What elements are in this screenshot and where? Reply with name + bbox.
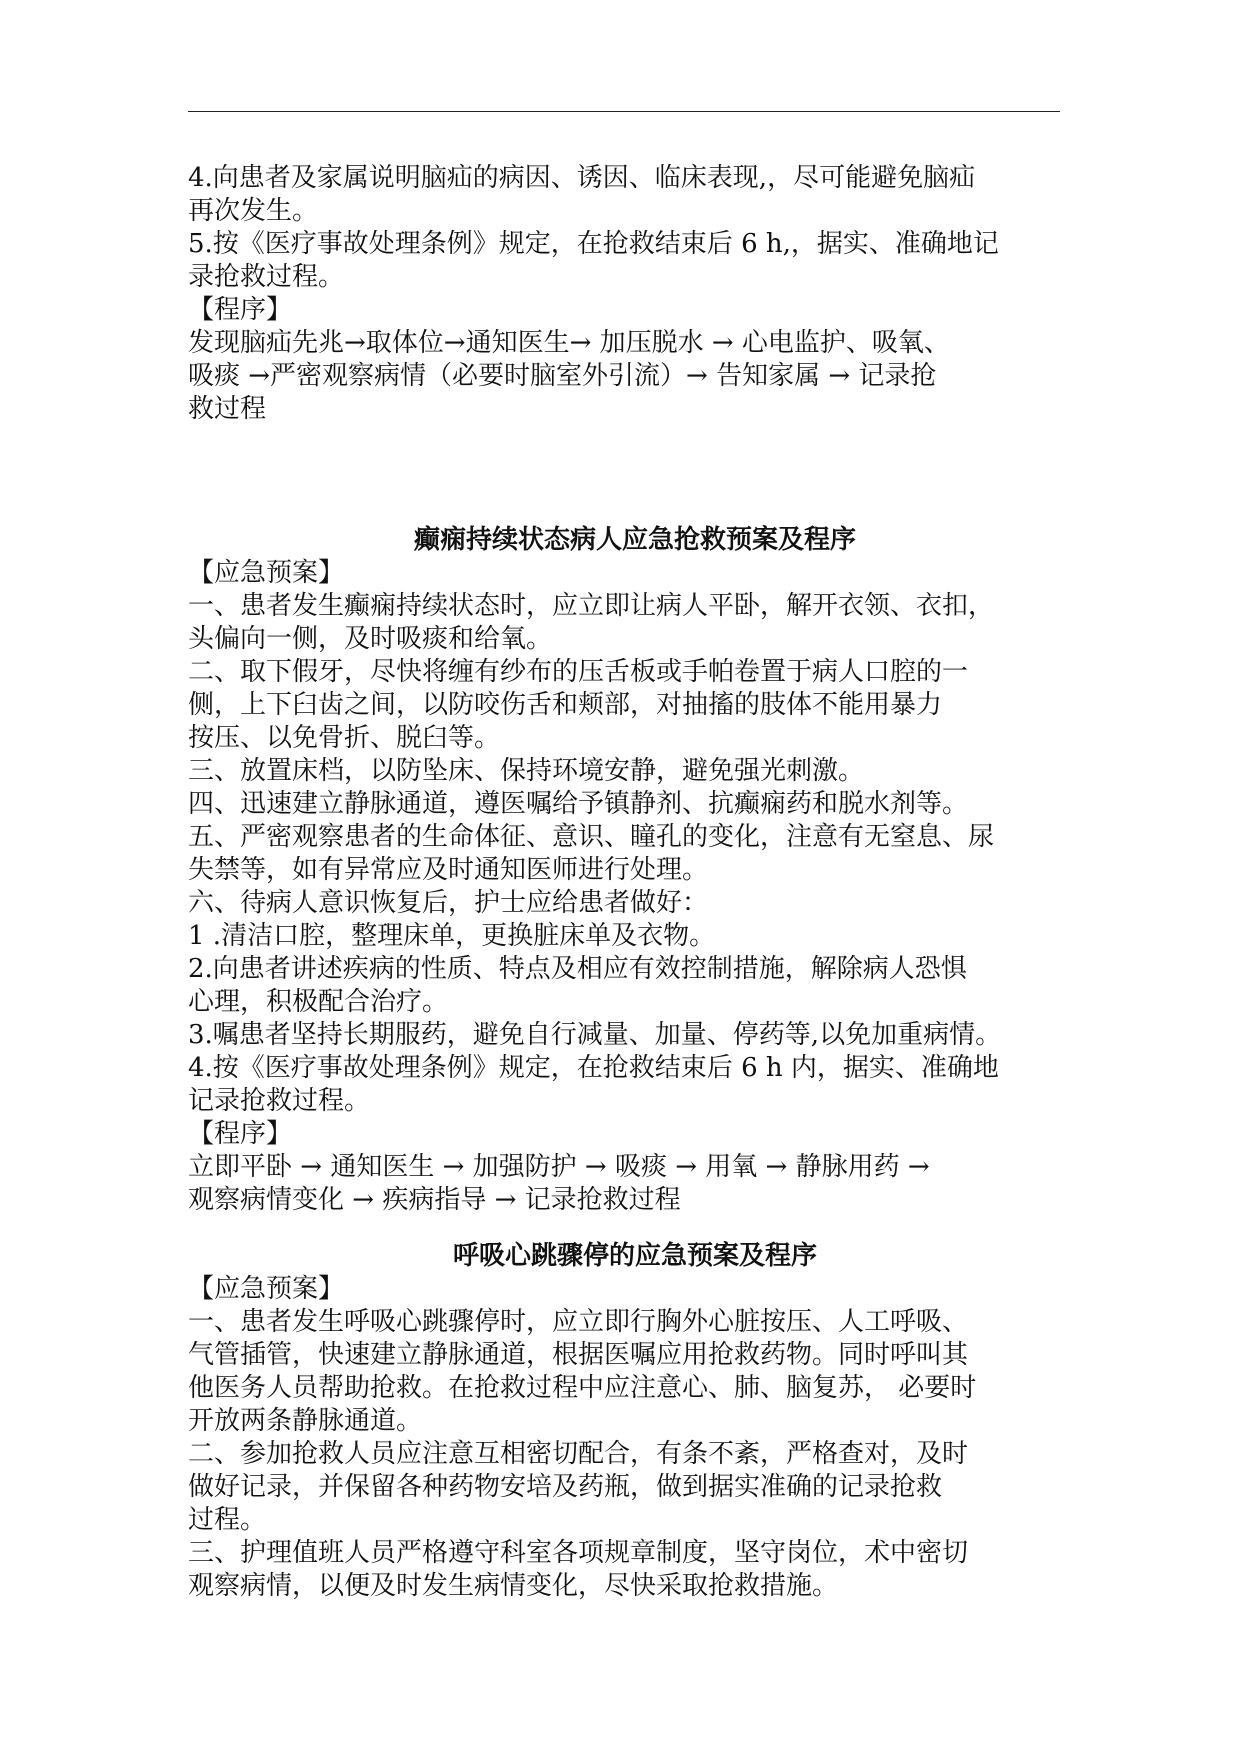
text-line: 发现脑疝先兆→取体位→通知医生→ 加压脱水 → 心电监护、吸氧、 bbox=[188, 328, 950, 358]
text-line: 气管插管，快速建立静脉通道，根据医嘱应用抢救药物。同时呼叫其 bbox=[188, 1340, 969, 1370]
text-line: 3.嘱患者坚持长期服药，避免自行减量、加量、停药等,以免加重病情。 bbox=[188, 1020, 1002, 1050]
section-heading-procedure: 【程序】 bbox=[188, 1119, 293, 1149]
text-line: 开放两条静脉通道。 bbox=[188, 1406, 423, 1436]
section-epilepsy bbox=[188, 524, 1060, 1217]
section-title-cardiac: 呼吸心跳骤停的应急预案及程序 bbox=[452, 1241, 817, 1271]
text-line: 再次发生。 bbox=[188, 196, 319, 226]
text-line: 做好记录，并保留各种药物安培及药瓶，做到据实准确的记录抢救 bbox=[188, 1472, 943, 1502]
text-line: 4.按《医疗事故处理条例》规定，在抢救结束后 6 h 内，据实、准确地 bbox=[188, 1053, 999, 1083]
section-cardiac bbox=[188, 1240, 1060, 1603]
section-top bbox=[188, 162, 1060, 426]
text-line: 心理，积极配合治疗。 bbox=[188, 987, 449, 1017]
text-line: 吸痰 →严密观察病情（必要时脑室外引流）→ 告知家属 → 记录抢 bbox=[188, 361, 937, 391]
text-line: 一、患者发生癫痫持续状态时，应立即让病人平卧，解开衣领、衣扣， bbox=[188, 591, 995, 621]
text-line: 立即平卧 → 通知医生 → 加强防护 → 吸痰 → 用氧 → 静脉用药 → bbox=[188, 1152, 930, 1182]
text-line: 按压、以免骨折、脱臼等。 bbox=[188, 723, 501, 753]
text-line: 六、待病人意识恢复后，护士应给患者做好： bbox=[188, 888, 709, 918]
text-line: 4.向患者及家属说明脑疝的病因、诱因、临床表现,，尽可能避免脑疝 bbox=[188, 163, 976, 193]
text-line: 2.向患者讲述疾病的性质、特点及相应有效控制措施，解除病人恐惧 bbox=[188, 954, 967, 984]
text-line: 录抢救过程。 bbox=[188, 262, 345, 292]
section-heading-plan: 【应急预案】 bbox=[188, 558, 345, 588]
section-heading-procedure: 【程序】 bbox=[188, 295, 293, 325]
text-line: 过程。 bbox=[188, 1505, 267, 1535]
text-line: 5.按《医疗事故处理条例》规定，在抢救结束后 6 h,，据实、准确地记 bbox=[188, 229, 999, 259]
text-line: 他医务人员帮助抢救。在抢救过程中应注意心、肺、脑复苏， 必要时 bbox=[188, 1373, 977, 1403]
text-line: 救过程 bbox=[188, 394, 267, 424]
text-line: 观察病情变化 → 疾病指导 → 记录抢救过程 bbox=[188, 1185, 681, 1215]
header-rule bbox=[188, 111, 1060, 112]
text-line: 记录抢救过程。 bbox=[188, 1086, 371, 1116]
text-line: 五、严密观察患者的生命体征、意识、瞳孔的变化，注意有无窒息、尿 bbox=[188, 822, 995, 852]
section-title-epilepsy: 癫痫持续状态病人应急抢救预案及程序 bbox=[413, 525, 856, 555]
text-line: 四、迅速建立静脉通道，遵医嘱给予镇静剂、抗癫痫药和脱水剂等。 bbox=[188, 789, 969, 819]
text-line: 二、取下假牙，尽快将缠有纱布的压舌板或手帕卷置于病人口腔的一 bbox=[188, 657, 969, 687]
text-line: 失禁等，如有异常应及时通知医师进行处理。 bbox=[188, 855, 709, 885]
text-line: 一、患者发生呼吸心跳骤停时，应立即行胸外心脏按压、人工呼吸、 bbox=[188, 1307, 969, 1337]
text-line: 侧，上下臼齿之间，以防咬伤舌和颊部，对抽搐的肢体不能用暴力 bbox=[188, 690, 943, 720]
text-line: 1 .清洁口腔，整理床单，更换脏床单及衣物。 bbox=[188, 921, 716, 951]
text-line: 二、参加抢救人员应注意互相密切配合，有条不紊，严格查对，及时 bbox=[188, 1439, 969, 1469]
section-heading-plan: 【应急预案】 bbox=[188, 1274, 345, 1304]
text-line: 三、放置床档，以防坠床、保持环境安静，避免强光刺激。 bbox=[188, 756, 865, 786]
text-line: 头偏向一侧，及时吸痰和给氧。 bbox=[188, 624, 553, 654]
text-line: 三、护理值班人员严格遵守科室各项规章制度，坚守岗位，术中密切 bbox=[188, 1538, 969, 1568]
text-line: 观察病情，以便及时发生病情变化，尽快采取抢救措施。 bbox=[188, 1571, 839, 1601]
